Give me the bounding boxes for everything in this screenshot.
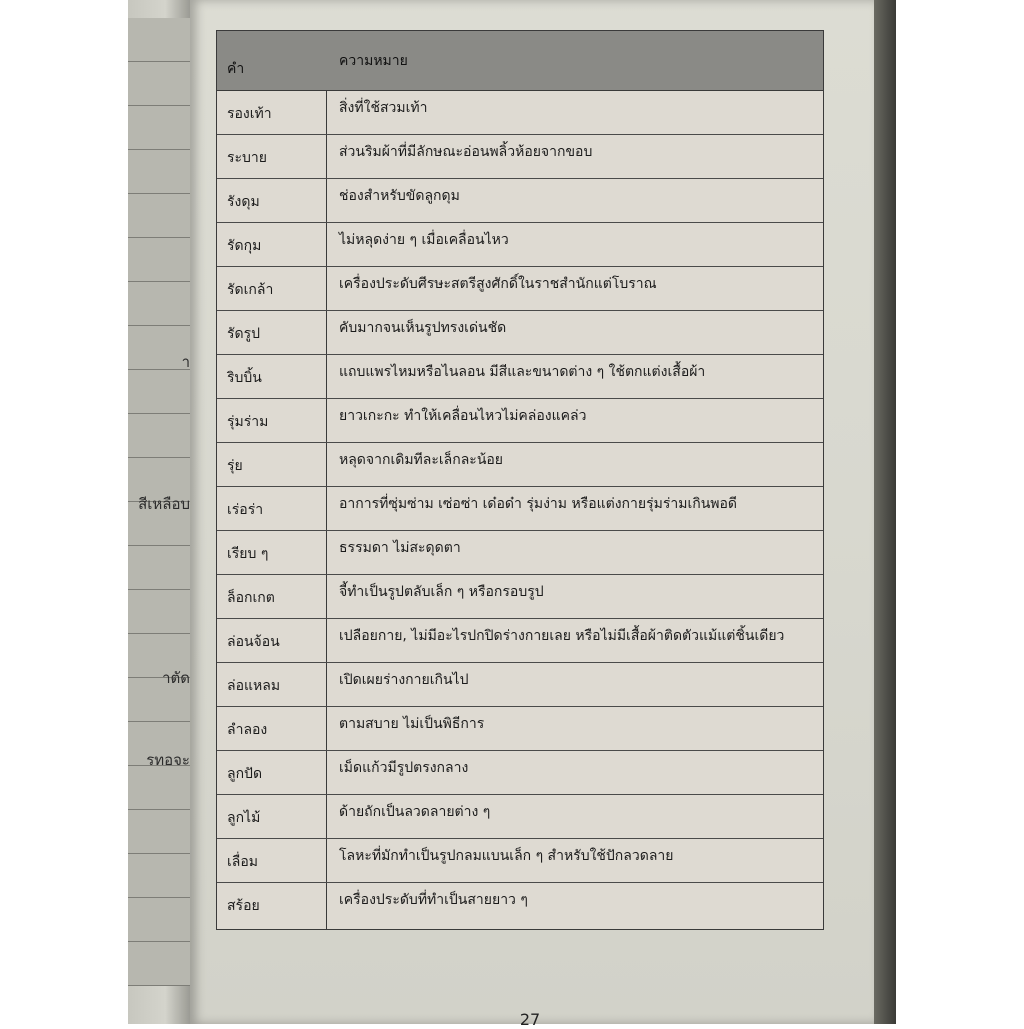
row-meaning: แถบแพรไหมหรือไนลอน มีสีและขนาดต่าง ๆ ใช้ตกแต่งเสื้อผ้า <box>339 364 706 380</box>
left-page-row-band <box>128 898 190 942</box>
table-row <box>217 91 823 135</box>
left-page-row-band <box>128 370 190 414</box>
table-body <box>217 91 823 929</box>
table-row <box>217 487 823 531</box>
row-word: ล็อกเกต <box>217 575 327 618</box>
row-meaning: ส่วนริมผ้าที่มีลักษณะอ่อนพลิ้วห้อยจากขอบ <box>339 144 593 160</box>
row-word: ลูกปัด <box>217 751 327 794</box>
left-page-row-band <box>128 18 190 62</box>
left-page-row-band <box>128 238 190 282</box>
table-row <box>217 135 823 179</box>
left-page-row-band <box>128 942 190 986</box>
left-page-row-band <box>128 62 190 106</box>
row-word: รัดรูป <box>217 311 327 354</box>
left-page-row-band <box>128 282 190 326</box>
table-row <box>217 663 823 707</box>
left-page-row-band <box>128 106 190 150</box>
table-row <box>217 839 823 883</box>
table-row <box>217 707 823 751</box>
row-meaning: ไม่หลุดง่าย ๆ เมื่อเคลื่อนไหว <box>339 232 509 248</box>
row-word: รังดุม <box>217 179 327 222</box>
table-row <box>217 795 823 839</box>
row-meaning: อาการที่ซุ่มซ่าม เซ่อซ่า เด๋อด๋า รุ่มง่าม หรือแต่งกายรุ่มร่ามเกินพอดี <box>339 496 738 512</box>
left-page-fragment: าตัด <box>162 669 190 687</box>
row-meaning: เปลือยกาย, ไม่มีอะไรปกปิดร่างกายเลย หรือไม่มีเสื้อผ้าติดตัวแม้แต่ชิ้นเดียว <box>339 628 785 644</box>
row-meaning: โลหะที่มักทำเป็นรูปกลมแบนเล็ก ๆ สำหรับใช้ปักลวดลาย <box>339 848 674 864</box>
row-word: รัดกุม <box>217 223 327 266</box>
vocabulary-table <box>216 30 824 930</box>
table-header <box>217 31 823 91</box>
table-row <box>217 443 823 487</box>
table-row <box>217 531 823 575</box>
left-page-row-band <box>128 546 190 590</box>
left-page-row-band <box>128 766 190 810</box>
table-row <box>217 267 823 311</box>
row-meaning: เปิดเผยร่างกายเกินไป <box>339 672 469 688</box>
left-page-row-band <box>128 150 190 194</box>
row-word: ลำลอง <box>217 707 327 750</box>
row-meaning: ช่องสำหรับขัดลูกดุม <box>339 188 460 204</box>
row-meaning: ยาวเกะกะ ทำให้เคลื่อนไหวไม่คล่องแคล่ว <box>339 408 587 424</box>
book-spine-edge <box>874 0 896 1024</box>
table-row <box>217 751 823 795</box>
table-row <box>217 619 823 663</box>
row-word: ระบาย <box>217 135 327 178</box>
left-page-row-band <box>128 414 190 458</box>
table-row <box>217 311 823 355</box>
row-word: ริบบิ้น <box>217 355 327 398</box>
page-number: 27 <box>519 1010 541 1029</box>
row-word: รัดเกล้า <box>217 267 327 310</box>
left-page-row-band <box>128 590 190 634</box>
row-word: เรียบ ๆ <box>217 531 327 574</box>
table-row <box>217 223 823 267</box>
row-meaning: เครื่องประดับที่ทำเป็นสายยาว ๆ <box>339 892 528 908</box>
header-meaning: ความหมาย <box>339 53 408 69</box>
row-word: สร้อย <box>217 883 327 929</box>
row-meaning: สิ่งที่ใช้สวมเท้า <box>339 100 428 116</box>
left-page-row-band <box>128 854 190 898</box>
row-word: รองเท้า <box>217 91 327 134</box>
row-word: ล่อนจ้อน <box>217 619 327 662</box>
row-meaning: ธรรมดา ไม่สะดุดตา <box>339 540 461 556</box>
left-page-row-band <box>128 194 190 238</box>
header-word: คำ <box>227 61 245 77</box>
row-word: ล่อแหลม <box>217 663 327 706</box>
left-page-fragment: สีเหลือบ <box>138 495 190 513</box>
row-meaning: คับมากจนเห็นรูปทรงเด่นชัด <box>339 320 507 336</box>
row-word: เร่อร่า <box>217 487 327 530</box>
table-row <box>217 179 823 223</box>
row-word: ลูกไม้ <box>217 795 327 838</box>
table-row <box>217 883 823 929</box>
table-row <box>217 355 823 399</box>
left-page-row-band <box>128 810 190 854</box>
row-meaning: หลุดจากเดิมทีละเล็กละน้อย <box>339 452 503 468</box>
row-meaning: ด้ายถักเป็นลวดลายต่าง ๆ <box>339 804 491 820</box>
table-row <box>217 399 823 443</box>
left-facing-page <box>128 0 190 1024</box>
row-meaning: เม็ดแก้วมีรูปตรงกลาง <box>339 760 469 776</box>
left-page-fragment: า <box>181 353 190 371</box>
table-row <box>217 575 823 619</box>
row-word: รุ่ย <box>217 443 327 486</box>
row-meaning: เครื่องประดับศีรษะสตรีสูงศักดิ์ในราชสำนักแต่โบราณ <box>339 276 657 292</box>
left-page-fragment: รทอจะ <box>146 751 190 769</box>
row-meaning: จี้ทำเป็นรูปตลับเล็ก ๆ หรือกรอบรูป <box>339 584 544 600</box>
row-word: รุ่มร่าม <box>217 399 327 442</box>
row-meaning: ตามสบาย ไม่เป็นพิธีการ <box>339 716 485 732</box>
row-word: เลื่อม <box>217 839 327 882</box>
